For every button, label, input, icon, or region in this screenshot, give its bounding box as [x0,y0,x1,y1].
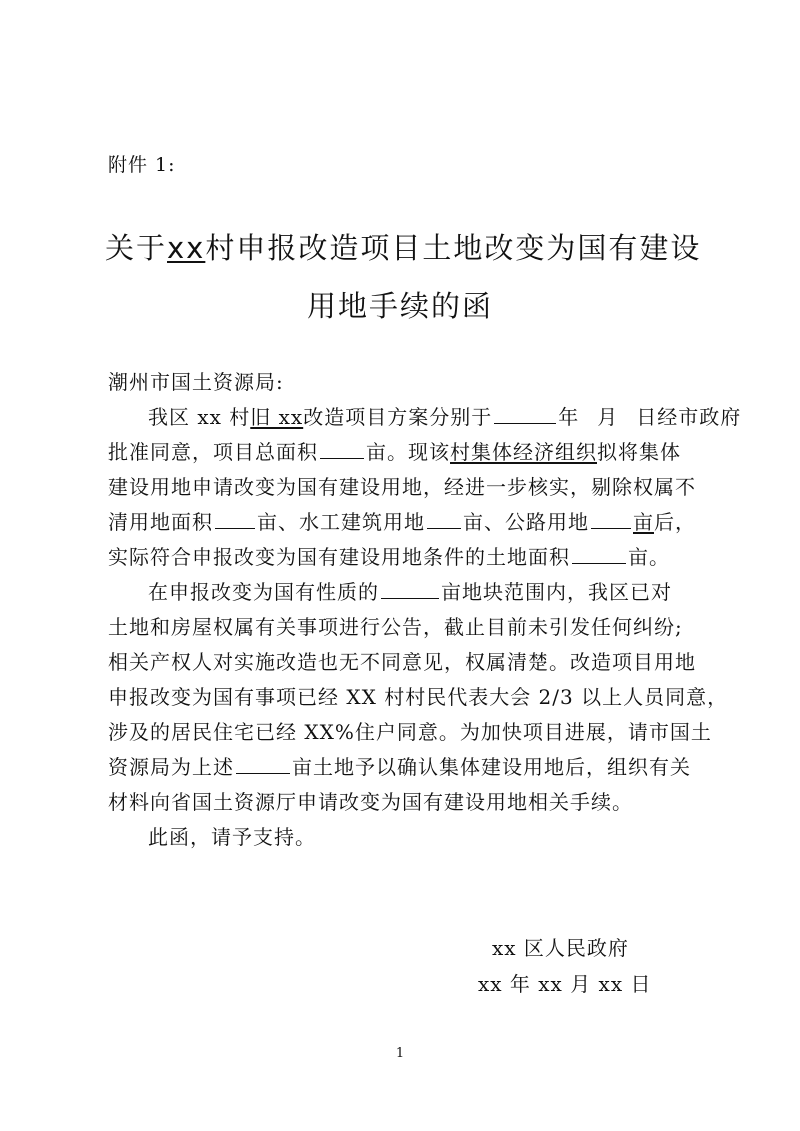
fill-blank [591,510,631,529]
text-segment: 拟将集体 [597,440,681,464]
text-segment: 实际符合申报改变为国有建设用地条件的土地面积 [108,545,570,569]
paragraph-1-line-4 [108,506,708,535]
paragraph-1-line-5 [108,541,708,570]
text-segment: 清用地面积 [108,510,213,534]
paragraph-2-line-6 [108,751,708,780]
paragraph-1-line-3: 建设用地申请改变为国有建设用地，经进一步核实，剔除权属不 [108,475,696,499]
text-segment: 亩、公路用地 [463,510,589,534]
text-segment: 日经市政府 [636,405,742,429]
document-title-line-1 [105,226,705,267]
text-segment: 批准同意，项目总面积 [108,440,318,464]
fill-blank [572,545,626,564]
paragraph-1-line-2 [108,436,708,465]
text-segment: 资源局为上述 [108,755,234,779]
signature-organization: xx 区人民政府 [492,936,629,960]
recipient: 潮州市国土资源局: [108,370,284,394]
paragraph-2-line-5: 涉及的居民住宅已经 XX%住户同意。为加快项目进展，请市国土 [108,720,712,744]
text-segment: 改造项目方案分别于 [303,405,493,429]
fill-blank [236,755,290,774]
fill-blank [427,510,461,529]
text-segment: 我区 xx 村 [148,405,251,429]
paragraph-2-line-4: 申报改变为国有事项已经 XX 村村民代表大会 2/3 以上人员同意， [108,685,729,709]
fill-blank [320,440,364,459]
title-text-main: 村申报改造项目土地改变为国有建设 [205,231,702,265]
fill-blank [494,405,556,424]
fill-blank [381,580,439,599]
title-text-prefix: 关于 [105,231,168,265]
paragraph-2-line-7: 材料向省国土资源厅申请改变为国有建设用地相关手续。 [108,790,633,814]
closing-line: 此函，请予支持。 [148,825,316,849]
text-segment: 亩地块范围内，我区已对 [441,580,672,604]
organization-underlined: 村集体经济组织 [450,440,597,464]
paragraph-2-line-1 [148,576,748,605]
text-segment-underlined: 亩 [633,510,654,534]
page-number: 1 [395,1046,405,1061]
paragraph-2-line-2: 土地和房屋权属有关事项进行公告，截止目前未引发任何纠纷; [108,615,683,639]
fill-blank [215,510,255,529]
text-segment: 后， [654,510,696,534]
text-segment: 月 [597,405,619,429]
text-segment: 在申报改变为国有性质的 [148,580,379,604]
text-segment: 亩。 [628,545,670,569]
signature-date: xx 年 xx 月 xx 日 [478,972,652,996]
document-title-line-2: 用地手续的函 [306,289,493,323]
project-name-underlined: 旧 xx [250,405,304,429]
attachment-label: 附件 1: [108,154,176,176]
text-segment: 亩土地予以确认集体建设用地后，组织有关 [292,755,691,779]
paragraph-2-line-3: 相关产权人对实施改造也无不同意见，权属清楚。改造项目用地 [108,650,696,674]
text-segment: 亩、水工建筑用地 [257,510,425,534]
text-segment: 亩。现该 [366,440,450,464]
title-village-placeholder: xx [167,231,206,265]
text-segment: 年 [558,405,580,429]
paragraph-1-line-1 [148,401,748,430]
